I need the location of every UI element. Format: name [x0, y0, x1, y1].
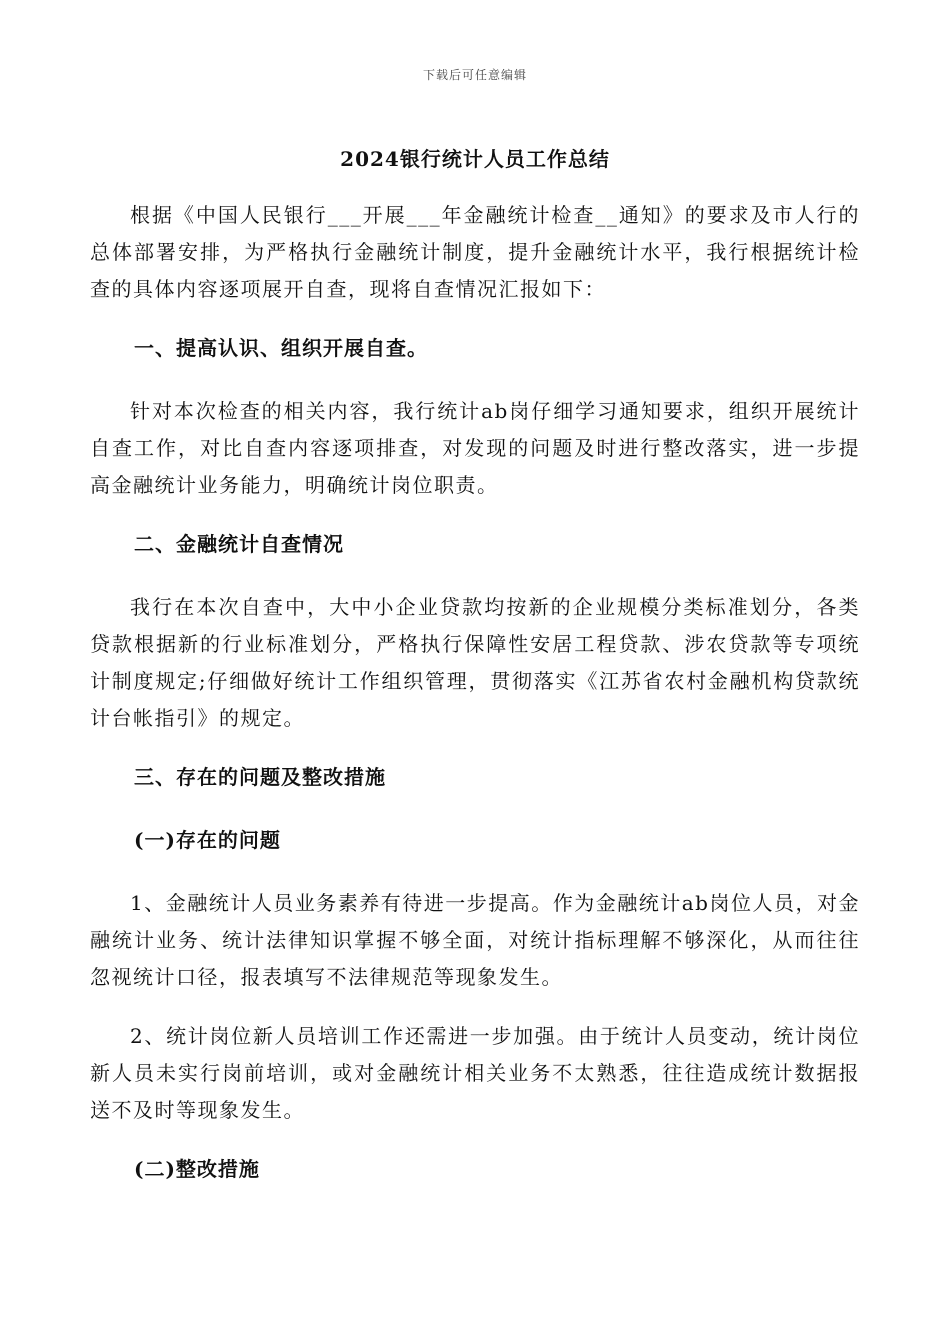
section-2-heading: 二、金融统计自查情况: [134, 532, 344, 556]
issue-2-paragraph: 2、统计岗位新人员培训工作还需进一步加强。由于统计人员变动，统计岗位新人员未实行岗前培训，或对金融统计相关业务不太熟悉，往往造成统计数据报送不及时等现象发生。: [90, 1024, 860, 1122]
document-body: [90, 197, 860, 1214]
issue-1-paragraph: 1、金融统计人员业务素养有待进一步提高。作为金融统计ab岗位人员，对金融统计业务、统计法律知识掌握不够全面，对统计指标理解不够深化，从而往往忽视统计口径，报表填写不法律规范等现象发生。: [90, 891, 860, 989]
subsection-1-heading: (一)存在的问题: [134, 828, 281, 852]
section-1-heading: 一、提高认识、组织开展自查。: [134, 336, 428, 360]
header-note: 下载后可任意编辑: [422, 68, 527, 82]
section-1-paragraph: 针对本次检查的相关内容，我行统计ab岗仔细学习通知要求，组织开展统计自查工作，对比自查内容逐项排查，对发现的问题及时进行整改落实，进一步提高金融统计业务能力，明确统计岗位职责。: [90, 399, 860, 497]
section-3-heading: 三、存在的问题及整改措施: [134, 765, 386, 789]
subsection-2-heading: (二)整改措施: [134, 1157, 260, 1181]
document-title: 2024银行统计人员工作总结: [340, 147, 610, 171]
section-2-paragraph: 我行在本次自查中，大中小企业贷款均按新的企业规模分类标准划分，各类贷款根据新的行业标准划分，严格执行保障性安居工程贷款、涉农贷款等专项统计制度规定;仔细做好统计工作组织管理，贯彻落实《江苏省农村金融机构贷款统计台帐指引》的规定。: [90, 595, 860, 730]
intro-paragraph: 根据《中国人民银行___开展___年金融统计检查__通知》的要求及市人行的总体部署安排，为严格执行金融统计制度，提升金融统计水平，我行根据统计检查的具体内容逐项展开自查，现将自查情况汇报如下：: [90, 203, 860, 301]
